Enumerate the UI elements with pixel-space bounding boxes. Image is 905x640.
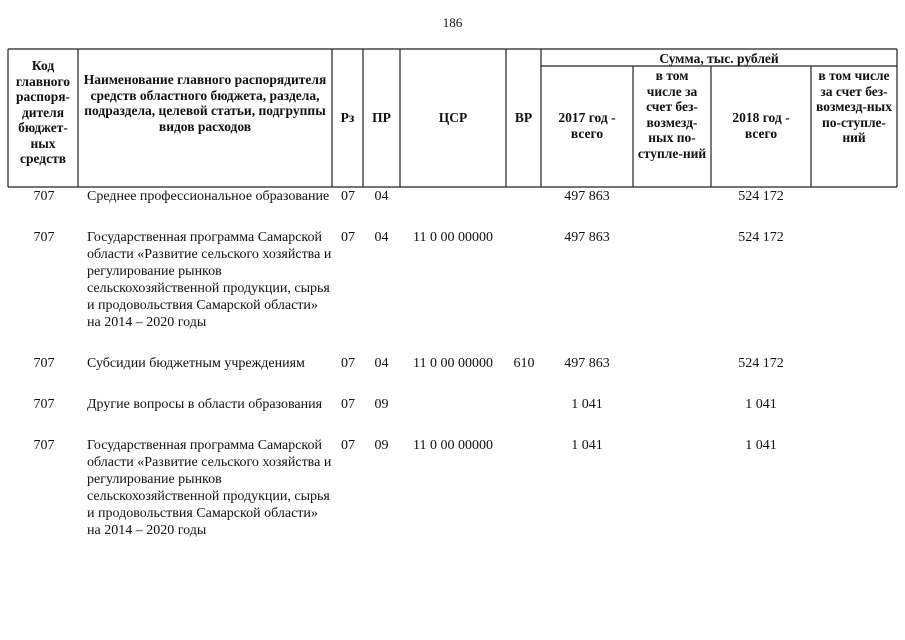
row-2-name: Государственная программа Самарской области «Развитие сельского хозяйства и регулирование рынков сельскохозяйственной продукции, сырья и продовольствия Самарской области» на 2014 – 2020 годы — [87, 230, 332, 330]
row-4-rz: 07 — [341, 397, 355, 412]
row-5-pr: 09 — [374, 438, 389, 453]
row-2-rz: 07 — [341, 230, 355, 245]
header-csr: ЦСР — [438, 110, 468, 125]
header-name: Наименование главного распорядителя средств областного бюджета, раздела, подраздела, целевой статьи, подгруппы видов расходов — [83, 72, 327, 134]
header-pr: ПР — [372, 110, 391, 125]
row-5-csr: 11 0 00 00000 — [413, 438, 493, 453]
row-1-rz: 07 — [341, 189, 355, 204]
row-5-name: Государственная программа Самарской области «Развитие сельского хозяйства и регулирование рынков сельскохозяйственной продукции, сырья и продовольствия Самарской области» на 2014 – 2020 годы — [87, 438, 332, 538]
row-3-name: Субсидии бюджетным учреждениям — [87, 356, 305, 371]
row-3-rz: 07 — [341, 356, 355, 371]
page-number: 186 — [442, 15, 463, 30]
row-4-name: Другие вопросы в области образования — [87, 397, 323, 412]
row-3-sum-2017: 497 863 — [564, 356, 610, 371]
row-5-sum-2017: 1 041 — [571, 438, 603, 453]
header-2017-free: в том числе за счет без-возмезд-ных по-ступле-ний — [637, 68, 707, 161]
row-2-sum-2017: 497 863 — [564, 230, 610, 245]
row-3-vr: 610 — [513, 356, 535, 371]
row-1-kod: 707 — [33, 189, 55, 204]
header-summa: Сумма, тыс. рублей — [659, 51, 779, 66]
header-vr: ВР — [514, 110, 533, 125]
row-5-kod: 707 — [33, 438, 55, 453]
header-rz: Рз — [340, 110, 355, 125]
row-4-sum-2018: 1 041 — [745, 397, 777, 412]
header-2018-free: в том числе за счет без-возмезд-ных по-ступле-ний — [816, 68, 892, 145]
row-2-kod: 707 — [33, 230, 55, 245]
row-4-pr: 09 — [374, 397, 389, 412]
row-4-kod: 707 — [33, 397, 55, 412]
row-2-sum-2018: 524 172 — [738, 230, 784, 245]
row-2-pr: 04 — [374, 230, 389, 245]
row-2-csr: 11 0 00 00000 — [413, 230, 493, 245]
row-3-pr: 04 — [374, 356, 389, 371]
header-kod: Код главного распоря-дителя бюджет-ных средств — [15, 58, 71, 166]
row-1-name: Среднее профессиональное образование — [87, 189, 330, 204]
row-5-sum-2018: 1 041 — [745, 438, 777, 453]
row-3-csr: 11 0 00 00000 — [413, 356, 493, 371]
header-2017-total: 2017 год - всего — [558, 110, 616, 141]
row-1-pr: 04 — [374, 189, 389, 204]
row-1-sum-2018: 524 172 — [738, 189, 784, 204]
row-4-sum-2017: 1 041 — [571, 397, 603, 412]
row-1-sum-2017: 497 863 — [564, 189, 610, 204]
row-3-kod: 707 — [33, 356, 55, 371]
row-5-rz: 07 — [341, 438, 355, 453]
header-2018-total: 2018 год - всего — [732, 110, 790, 141]
row-3-sum-2018: 524 172 — [738, 356, 784, 371]
